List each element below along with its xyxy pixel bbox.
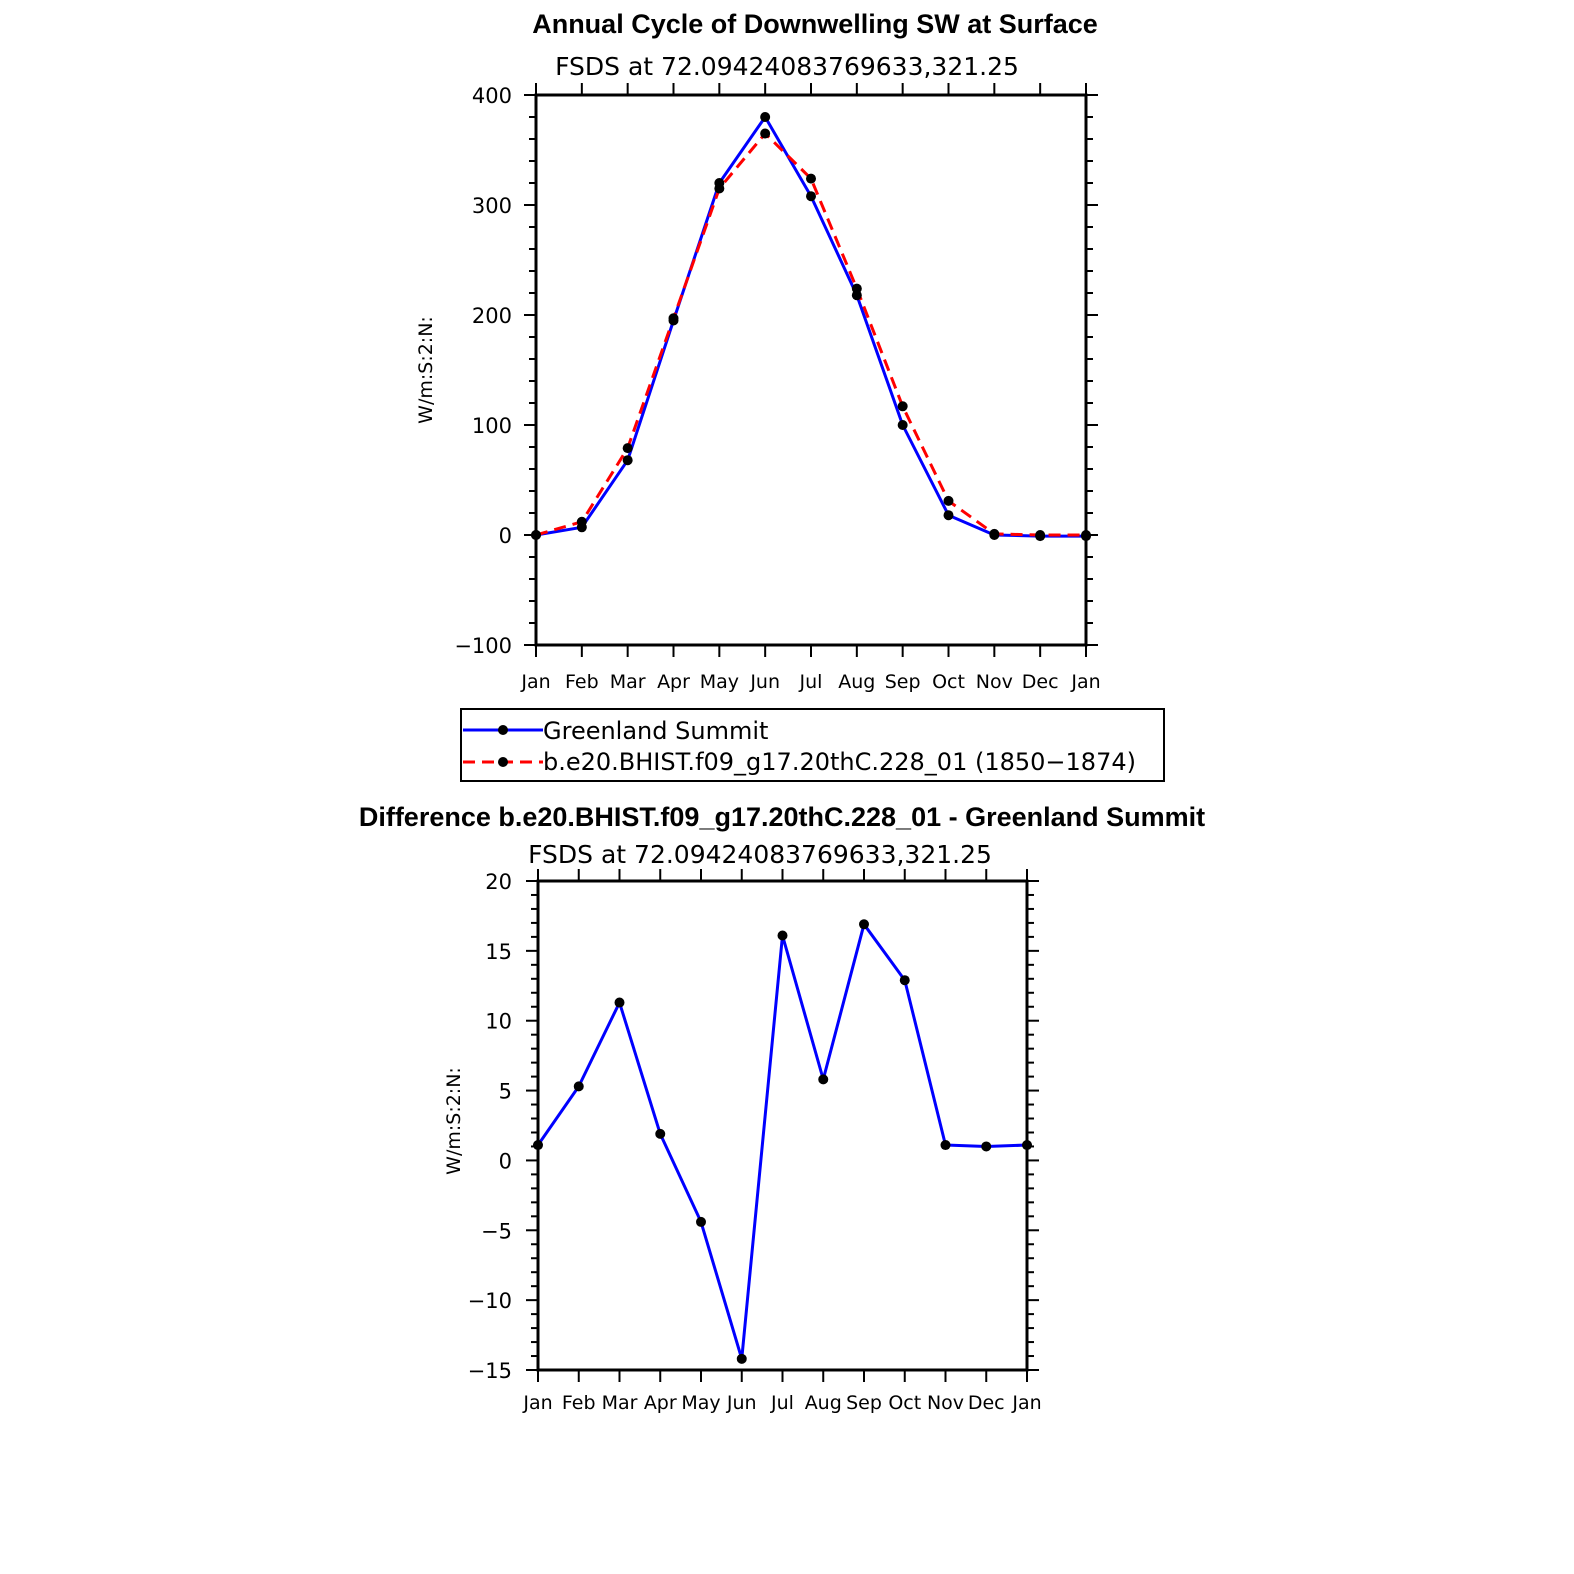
x-tick-label: Mar: [609, 671, 646, 693]
series-line-0: [538, 924, 1027, 1359]
series-0-point: [623, 455, 633, 465]
ticks: [524, 83, 1098, 657]
y-tick-label: 200: [471, 304, 512, 328]
series-markers: [533, 919, 1032, 1364]
series-1-point: [806, 174, 816, 184]
legend-label-greenland-summit: Greenland Summit: [543, 717, 769, 745]
chart-difference: [359, 802, 1205, 1414]
tick-labels: [468, 870, 1042, 1414]
x-tick-label: Dec: [967, 1392, 1005, 1414]
x-tick-label: Feb: [565, 671, 599, 693]
x-tick-label: Apr: [657, 671, 690, 693]
x-tick-label: Aug: [838, 671, 876, 693]
x-tick-label: Jan: [523, 1392, 553, 1414]
x-tick-label: Jun: [726, 1392, 757, 1414]
y-tick-label: 400: [471, 84, 512, 108]
legend-label-model: b.e20.BHIST.f09_g17.20thC.228_01 (1850−1874): [543, 748, 1136, 776]
y-tick-label: −10: [467, 1289, 512, 1314]
y-tick-label: −15: [467, 1359, 512, 1383]
series-1-point: [760, 129, 770, 139]
series-1-point: [1035, 530, 1045, 540]
y-tick-label: 10: [485, 1009, 512, 1034]
series-1-point: [944, 496, 954, 506]
chart-subtitle: FSDS at 72.09424083769633,321.25: [555, 52, 1019, 81]
y-tick-label: 15: [485, 939, 512, 964]
x-tick-label: Oct: [888, 1392, 922, 1414]
x-tick-label: Jan: [1012, 1392, 1042, 1414]
series-1-point: [852, 284, 862, 294]
series-0-point: [818, 1074, 828, 1084]
x-tick-label: Dec: [1021, 671, 1059, 693]
series-0-point: [941, 1140, 951, 1150]
x-tick-label: Jun: [750, 671, 781, 693]
y-tick-label: 20: [485, 870, 512, 894]
series-0-point: [574, 1081, 584, 1091]
x-tick-label: Jan: [1071, 671, 1101, 693]
series-0-point: [898, 420, 908, 430]
series-0-point: [944, 510, 954, 520]
series-0-point: [615, 998, 625, 1008]
x-tick-label: Jan: [521, 671, 551, 693]
y-tick-label: 5: [498, 1079, 512, 1104]
x-tick-label: Nov: [975, 671, 1013, 693]
y-tick-label: 0: [498, 1149, 512, 1174]
series-0-point: [655, 1129, 665, 1139]
y-tick-label: −5: [481, 1219, 512, 1244]
series-1-point: [623, 443, 633, 453]
legend-marker-model: [498, 757, 508, 767]
chart-annual-cycle: [415, 9, 1101, 693]
series-0-point: [981, 1141, 991, 1151]
y-tick-label: 0: [498, 524, 512, 548]
x-tick-label: May: [681, 1392, 721, 1414]
x-tick-label: Feb: [561, 1392, 596, 1414]
chart-title: Difference b.e20.BHIST.f09_g17.20thC.228_01 - Greenland Summit: [358, 802, 1206, 832]
series-0-point: [859, 919, 869, 929]
series-0-point: [900, 975, 910, 985]
series-0-point: [760, 112, 770, 122]
chart-subtitle: FSDS at 72.09424083769633,321.25: [528, 840, 992, 869]
x-tick-label: Aug: [804, 1392, 842, 1414]
series-0-point: [696, 1217, 706, 1227]
x-tick-label: Nov: [926, 1392, 965, 1414]
x-tick-label: Sep: [884, 671, 921, 693]
y-axis-label: W/m:S:2:N:: [443, 1067, 465, 1175]
series-lines: [538, 924, 1027, 1359]
legend: [461, 709, 1164, 781]
chart-title: Annual Cycle of Downwelling SW at Surface: [532, 9, 1098, 39]
tick-labels: [454, 84, 1100, 693]
y-tick-label: 300: [471, 194, 512, 218]
x-tick-label: Apr: [643, 1392, 677, 1414]
series-0-point: [737, 1354, 747, 1364]
series-1-point: [669, 313, 679, 323]
series-1-point: [898, 401, 908, 411]
y-axis-label: W/m:S:2:N:: [415, 316, 437, 424]
x-tick-label: Oct: [932, 671, 965, 693]
legend-marker-greenland-summit: [498, 725, 508, 735]
series-1-point: [714, 184, 724, 194]
y-tick-label: −100: [454, 634, 512, 658]
plot-frame: [538, 881, 1027, 1370]
x-tick-label: May: [699, 671, 739, 693]
series-1-point: [577, 517, 587, 527]
x-tick-label: Jul: [799, 671, 823, 693]
x-tick-label: Mar: [601, 1392, 638, 1414]
y-tick-label: 100: [471, 414, 512, 438]
x-tick-label: Jul: [771, 1392, 794, 1414]
series-0-point: [806, 191, 816, 201]
series-1-point: [989, 529, 999, 539]
x-tick-label: Sep: [846, 1392, 882, 1414]
series-0-point: [778, 930, 788, 940]
